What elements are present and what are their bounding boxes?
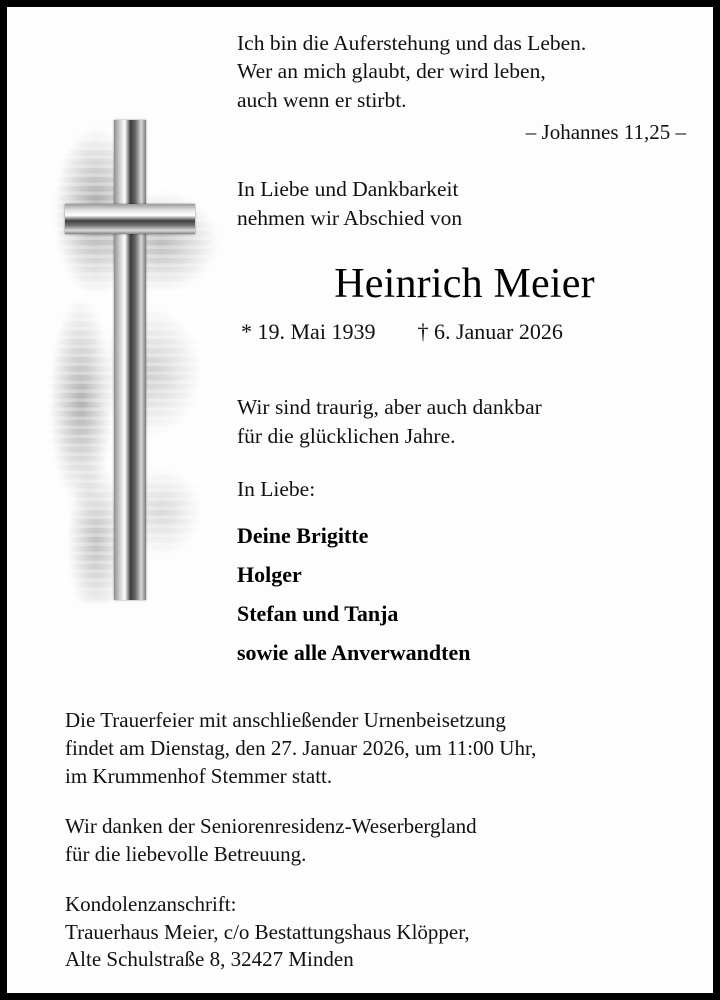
farewell-line: In Liebe und Dankbarkeit [237,177,459,202]
notice-inner [7,7,713,993]
service-line: im Krummenhof Stemmer statt. [65,763,333,788]
birth-date: * 19. Mai 1939 [241,318,376,344]
condolence-line: Alte Schulstraße 8, 32427 Minden [65,947,354,972]
deceased-name: Heinrich Meier [334,260,595,307]
thanks-line: Wir danken der Seniorenresidenz-Weserbergland [65,813,477,838]
bible-verse [237,29,692,114]
family-member: sowie alle Anverwandten [237,639,471,665]
funeral-service-info [65,707,680,791]
family-member: Stefan und Tanja [237,600,399,626]
life-dates [237,319,692,345]
condolence-line: Trauerhaus Meier, c/o Bestattungshaus Klöpper, [65,919,470,944]
cross-horizontal-beam [65,204,195,234]
verse-line: Ich bin die Auferstehung und das Leben. [237,31,587,55]
gratitude-text [237,393,692,451]
family-member: Deine Brigitte [237,522,369,548]
death-date: † 6. Januar 2026 [417,318,563,344]
farewell-text [237,175,692,233]
notice-footer [65,707,680,974]
gratitude-line: Wir sind traurig, aber auch dankbar [237,394,542,419]
family-member: Holger [237,561,302,587]
verse-line: Wer an mich glaubt, der wird leben, [237,59,546,84]
service-line: findet am Dienstag, den 27. Januar 2026, um 11:00 Uhr, [65,735,537,760]
condolence-line: Kondolenzanschrift: [65,891,237,916]
verse-source: – Johannes 11,25 – [525,120,686,145]
thanks-line: für die liebevolle Betreuung. [65,841,307,866]
service-line: Die Trauerfeier mit anschließender Urnenbeisetzung [65,708,506,732]
notice-text-column [237,29,692,672]
farewell-line: nehmen wir Abschied von [237,205,463,230]
cross-vertical-beam [114,120,146,600]
in-love-label: In Liebe: [237,476,316,501]
family-list [237,516,692,673]
cross-icon [29,112,229,622]
gratitude-line: für die glücklichen Jahre. [237,423,456,448]
condolence-address [65,891,680,975]
thanks-note [65,813,680,869]
verse-line: auch wenn er stirbt. [237,87,407,112]
